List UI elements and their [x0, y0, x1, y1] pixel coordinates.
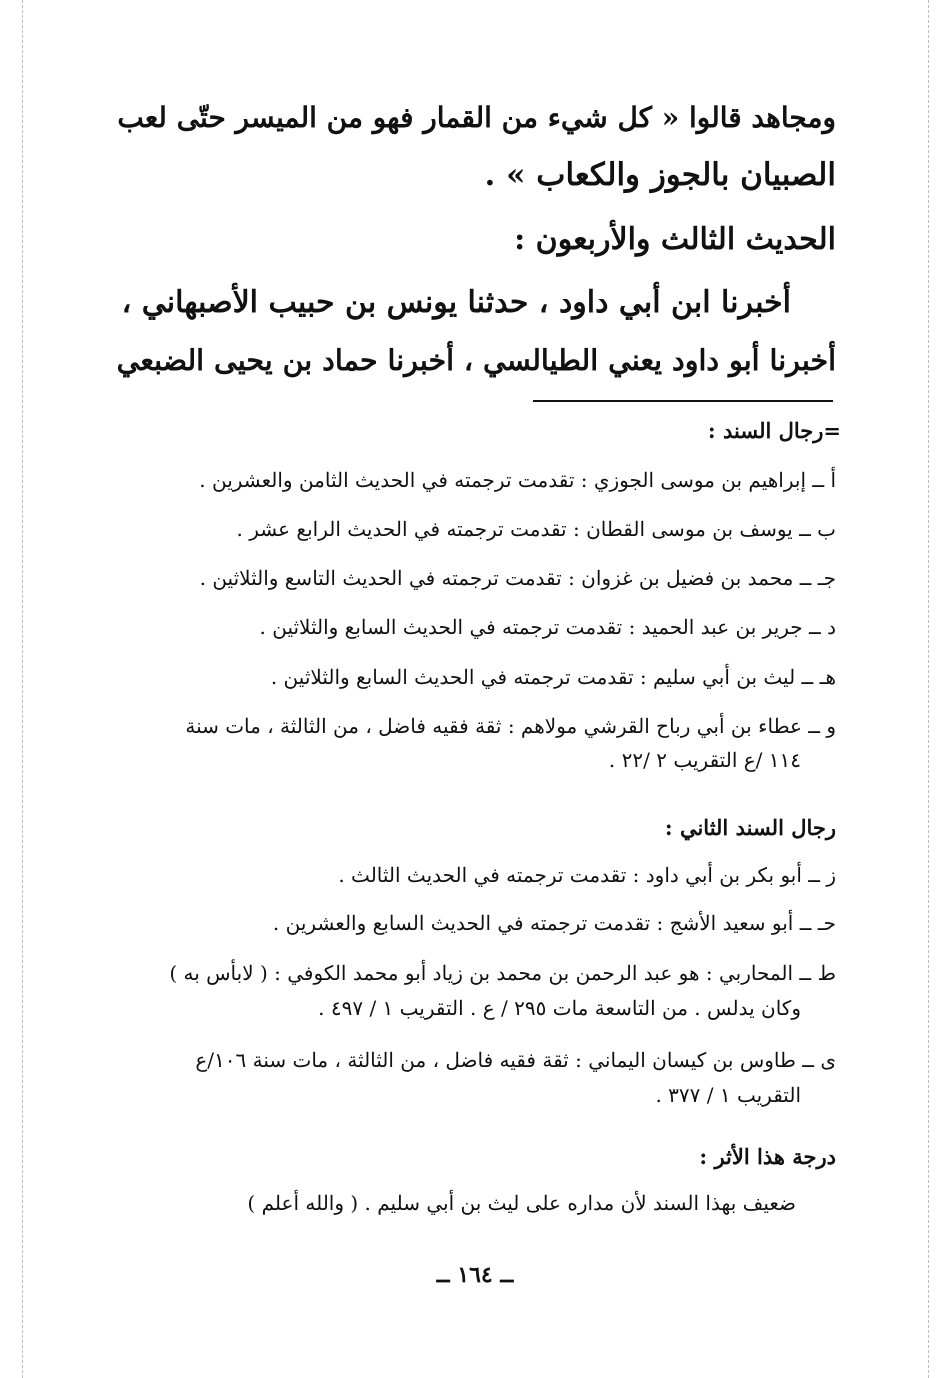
grade-text: ضعيف بهذا السند لأن مداره على ليث بن أبي سليم . ( والله أعلم ) [247, 1191, 796, 1215]
footnote-entry-waw: و ــ عطاء بن أبي رباح القرشي مولاهم : ثقة فقيه فاضل ، من الثالثة ، مات سنة [185, 714, 836, 738]
page-number: ــ ١٦٤ ــ [436, 1262, 514, 1288]
footnote-separator [533, 400, 833, 402]
scan-margin-left [22, 0, 23, 1378]
grade-heading: درجة هذا الأثر : [699, 1144, 836, 1169]
footnote-entry-waw-cont: ١١٤ /ع التقريب ٢ /٢٢ . [608, 748, 801, 772]
footnote-entry-ta-cont: وكان يدلس . من التاسعة مات ٢٩٥ / ع . التقريب ١ / ٤٩٧ . [318, 996, 801, 1020]
footnote-entry-jim: جـ ــ محمد بن فضيل بن غزوان : تقدمت ترجمته في الحديث التاسع والثلاثين . [199, 566, 836, 590]
footnote-entry-ya: ى ــ طاوس بن كيسان اليماني : ثقة فقيه فاضل ، من الثالثة ، مات سنة ١٠٦/ع [195, 1048, 836, 1072]
rijal-heading: =رجال السند : [707, 418, 841, 443]
main-text-line-2: الصبيان بالجوز والكعاب » . [484, 157, 836, 193]
footnote-entry-alif: أ ــ إبراهيم بن موسى الجوزي : تقدمت ترجمته في الحديث الثامن والعشرين . [199, 468, 836, 492]
main-text-line-3: أخبرنا ابن أبي داود ، حدثنا يونس بن حبيب الأصبهاني ، [121, 285, 791, 320]
hadith-heading: الحديث الثالث والأربعون : [514, 222, 836, 257]
footnote-entry-ba: ب ــ يوسف بن موسى القطان : تقدمت ترجمته في الحديث الرابع عشر . [236, 517, 836, 541]
scan-margin-right [928, 0, 929, 1378]
main-text-line-4: أخبرنا أبو داود يعني الطيالسي ، أخبرنا حماد بن يحيى الضبعي [116, 343, 836, 377]
footnote-entry-dal: د ــ جرير بن عبد الحميد : تقدمت ترجمته في الحديث السابع والثلاثين . [259, 615, 836, 639]
footnote-entry-ha: هـ ــ ليث بن أبي سليم : تقدمت ترجمته في الحديث السابع والثلاثين . [270, 665, 836, 689]
footnote-entry-ta: ط ــ المحاربي : هو عبد الرحمن بن محمد بن زياد أبو محمد الكوفي : ( لابأس به ) [169, 961, 836, 985]
footnote-entry-ha2: حـ ــ أبو سعيد الأشج : تقدمت ترجمته في الحديث السابع والعشرين . [272, 911, 836, 935]
footnote-entry-zay: ز ــ أبو بكر بن أبي داود : تقدمت ترجمته في الحديث الثالث . [338, 863, 836, 887]
main-text-line-1: ومجاهد قالوا « كل شيء من القمار فهو من الميسر حتّى لعب [117, 101, 836, 134]
rijal2-heading: رجال السند الثاني : [664, 815, 836, 840]
footnote-entry-ya-cont: التقريب ١ / ٣٧٧ . [655, 1083, 801, 1107]
